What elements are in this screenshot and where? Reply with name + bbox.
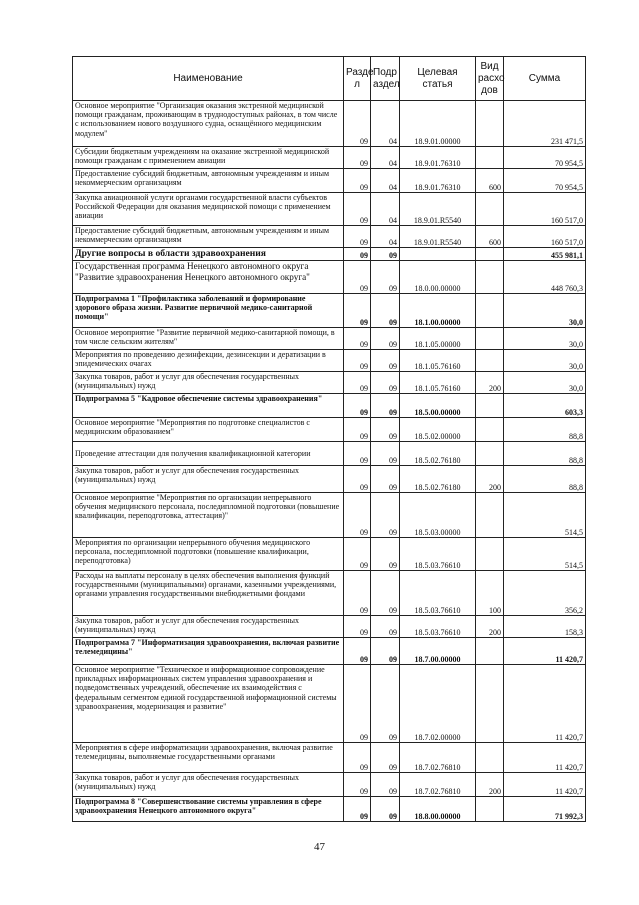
row-subsection: 09 [371,571,400,616]
row-section: 09 [344,571,371,616]
row-section: 09 [344,493,371,538]
table-row [73,638,586,665]
row-sum: 88,8 [504,466,586,493]
row-section: 09 [344,743,371,773]
row-sum: 455 981,1 [504,248,586,261]
row-subsection: 09 [371,773,400,797]
header-subsection: Подр аздел [371,57,400,101]
row-section: 09 [344,773,371,797]
row-sum: 514,5 [504,493,586,538]
row-target: 18.7.02.00000 [400,665,476,743]
row-subsection: 09 [371,248,400,261]
row-sum: 30,0 [504,328,586,350]
table-row [73,616,586,638]
table-row [73,261,586,294]
row-name: Подпрограмма 8 "Совершенствование системы управления в сфере здравоохранения Ненецкого автономного округа" [73,797,344,822]
row-section: 09 [344,147,371,169]
row-name: Мероприятия в сфере информатизации здравоохранения, включая развитие телемедицины, выполняемые государственными органами [73,743,344,773]
row-expense-type [476,193,504,226]
row-section: 09 [344,538,371,571]
table-row [73,169,586,193]
row-expense-type [476,665,504,743]
row-subsection: 09 [371,261,400,294]
row-target: 18.1.05.00000 [400,328,476,350]
row-section: 09 [344,665,371,743]
row-section: 09 [344,466,371,493]
row-target: 18.0.00.00000 [400,261,476,294]
row-name: Закупка товаров, работ и услуг для обеспечения государственных (муниципальных) нужд [73,466,344,493]
row-name: Государственная программа Ненецкого автономного округа "Развитие здравоохранения Ненецкого автономного округа" [73,261,344,294]
row-expense-type [476,248,504,261]
row-section: 09 [344,616,371,638]
row-name: Предоставление субсидий бюджетным, автономным учреждениям и иным некоммерческим организациям [73,169,344,193]
row-name: Основное мероприятие "Организация оказания экстренной медицинской помощи гражданам, проживающим в труднодоступных районах, в том числе с использованием нового воздушного судна, оснащённого медицинским модулем" [73,101,344,147]
row-target: 18.1.05.76160 [400,372,476,394]
row-sum: 70 954,5 [504,147,586,169]
row-target: 18.5.02.00000 [400,418,476,442]
row-sum: 158,3 [504,616,586,638]
row-expense-type [476,294,504,328]
row-expense-type [476,261,504,294]
header-expense-type: Вид расхо дов [476,57,504,101]
row-name: Другие вопросы в области здравоохранения [73,248,344,261]
table-row [73,743,586,773]
row-expense-type: 600 [476,226,504,248]
row-section: 09 [344,350,371,372]
row-section: 09 [344,442,371,466]
row-sum: 88,8 [504,442,586,466]
row-name: Подпрограмма 1 "Профилактика заболеваний и формирование здорового образа жизни. Развитие первичной медико-санитарной помощи" [73,294,344,328]
row-expense-type [476,394,504,418]
row-subsection: 04 [371,101,400,147]
row-section: 09 [344,101,371,147]
header-section: Разде л [344,57,371,101]
row-expense-type [476,350,504,372]
row-section: 09 [344,394,371,418]
row-subsection: 04 [371,193,400,226]
row-expense-type [476,442,504,466]
table-row [73,665,586,743]
row-section: 09 [344,248,371,261]
row-subsection: 09 [371,294,400,328]
row-target: 18.7.02.76810 [400,743,476,773]
row-sum: 70 954,5 [504,169,586,193]
row-target: 18.5.00.00000 [400,394,476,418]
row-subsection: 09 [371,394,400,418]
row-target: 18.9.01.00000 [400,101,476,147]
row-target: 18.5.03.76610 [400,538,476,571]
row-expense-type [476,638,504,665]
row-target: 18.5.02.76180 [400,442,476,466]
row-subsection: 04 [371,147,400,169]
row-target: 18.5.02.76180 [400,466,476,493]
row-target: 18.9.01.R5540 [400,226,476,248]
table-row [73,773,586,797]
row-name: Подпрограмма 7 "Информатизация здравоохранения, включая развитие телемедицины" [73,638,344,665]
row-section: 09 [344,294,371,328]
table-row [73,442,586,466]
row-section: 09 [344,261,371,294]
row-section: 09 [344,226,371,248]
table-row [73,226,586,248]
header-target: Целевая статья [400,57,476,101]
row-target [400,248,476,261]
row-expense-type [476,418,504,442]
row-expense-type: 100 [476,571,504,616]
row-section: 09 [344,193,371,226]
row-section: 09 [344,372,371,394]
row-sum: 30,0 [504,294,586,328]
row-expense-type: 200 [476,773,504,797]
row-target: 18.7.02.76810 [400,773,476,797]
row-name: Предоставление субсидий бюджетным, автономным учреждениям и иным некоммерческим организациям [73,226,344,248]
header-name: Наименование [73,57,344,101]
row-target: 18.5.03.00000 [400,493,476,538]
row-subsection: 09 [371,372,400,394]
row-sum: 11 420,7 [504,638,586,665]
row-target: 18.5.03.76610 [400,616,476,638]
row-sum: 448 760,3 [504,261,586,294]
row-name: Расходы на выплаты персоналу в целях обеспечения выполнения функций государственными (муниципальными) органами, казенными учреждениями, органами управления государственными внебюджетными фондами [73,571,344,616]
row-name: Закупка авиационной услуги органами государственной власти субъектов Российской Федерации для оказания медицинской помощи с применением авиации [73,193,344,226]
row-sum: 88,8 [504,418,586,442]
row-name: Мероприятия по организации непрерывного обучения медицинского персонала, последипломной подготовки (повышение квалификации, переподготовка) [73,538,344,571]
row-subsection: 09 [371,328,400,350]
row-sum: 30,0 [504,372,586,394]
row-target: 18.5.03.76610 [400,571,476,616]
row-section: 09 [344,797,371,822]
table-row [73,147,586,169]
table-row [73,418,586,442]
row-subsection: 04 [371,226,400,248]
row-subsection: 09 [371,538,400,571]
table-header-row [73,57,586,101]
row-name: Закупка товаров, работ и услуг для обеспечения государственных (муниципальных) нужд [73,616,344,638]
header-sum: Сумма [504,57,586,101]
row-expense-type: 200 [476,616,504,638]
row-expense-type: 600 [476,169,504,193]
table-row [73,372,586,394]
table-row [73,294,586,328]
table-row [73,466,586,493]
table-row [73,328,586,350]
row-subsection: 09 [371,665,400,743]
table-row [73,350,586,372]
row-sum: 514,5 [504,538,586,571]
row-subsection: 09 [371,442,400,466]
row-sum: 231 471,5 [504,101,586,147]
row-name: Субсидии бюджетным учреждениям на оказание экстренной медицинской помощи гражданам с применением авиации [73,147,344,169]
row-target: 18.8.00.00000 [400,797,476,822]
row-target: 18.1.05.76160 [400,350,476,372]
row-subsection: 09 [371,350,400,372]
row-name: Подпрограмма 5 "Кадровое обеспечение системы здравоохранения" [73,394,344,418]
table-row [73,538,586,571]
row-section: 09 [344,328,371,350]
row-subsection: 09 [371,616,400,638]
row-name: Мероприятия по проведению дезинфекции, дезинсекции и дератизации в эпидемических очагах [73,350,344,372]
row-section: 09 [344,169,371,193]
row-target: 18.9.01.76310 [400,169,476,193]
table-row [73,394,586,418]
row-sum: 603,3 [504,394,586,418]
row-sum: 11 420,7 [504,743,586,773]
row-target: 18.1.00.00000 [400,294,476,328]
row-expense-type: 200 [476,372,504,394]
row-subsection: 09 [371,466,400,493]
row-name: Основное мероприятие "Техническое и информационное сопровождение прикладных информационных систем управления здравоохранения и подведомственных учреждений, обеспечение их взаимодействия с федеральным сегментом единой государственной информационной системы здравоохранения, модернизация и развитие" [73,665,344,743]
row-expense-type [476,328,504,350]
row-sum: 11 420,7 [504,665,586,743]
budget-table [72,56,586,822]
row-expense-type [476,147,504,169]
row-subsection: 09 [371,638,400,665]
row-target: 18.7.00.00000 [400,638,476,665]
row-sum: 11 420,7 [504,773,586,797]
table-row [73,797,586,822]
row-section: 09 [344,638,371,665]
table-row [73,248,586,261]
row-sum: 356,2 [504,571,586,616]
row-expense-type [476,797,504,822]
row-name: Основное мероприятие "Развитие первичной медико-санитарной помощи, в том числе сельским жителям" [73,328,344,350]
row-sum: 71 992,3 [504,797,586,822]
page-number: 47 [314,841,325,853]
row-name: Проведение аттестации для получения квалификационной категории [73,442,344,466]
row-expense-type [476,538,504,571]
row-sum: 160 517,0 [504,193,586,226]
table-row [73,493,586,538]
row-section: 09 [344,418,371,442]
row-subsection: 09 [371,493,400,538]
row-name: Закупка товаров, работ и услуг для обеспечения государственных (муниципальных) нужд [73,372,344,394]
table-row [73,193,586,226]
row-sum: 160 517,0 [504,226,586,248]
row-expense-type [476,743,504,773]
row-name: Основное мероприятие "Мероприятия по подготовке специалистов с медицинским образованием" [73,418,344,442]
row-name: Закупка товаров, работ и услуг для обеспечения государственных (муниципальных) нужд [73,773,344,797]
row-subsection: 09 [371,418,400,442]
row-name: Основное мероприятие "Мероприятия по организации непрерывного обучения медицинского персонала, последипломной подготовки (повышение квалификации, переподготовка, аттестация)" [73,493,344,538]
table-row [73,571,586,616]
row-target: 18.9.01.76310 [400,147,476,169]
row-subsection: 04 [371,169,400,193]
row-sum: 30,0 [504,350,586,372]
table-row [73,101,586,147]
row-subsection: 09 [371,797,400,822]
row-expense-type [476,493,504,538]
row-expense-type: 200 [476,466,504,493]
row-subsection: 09 [371,743,400,773]
row-target: 18.9.01.R5540 [400,193,476,226]
row-expense-type [476,101,504,147]
